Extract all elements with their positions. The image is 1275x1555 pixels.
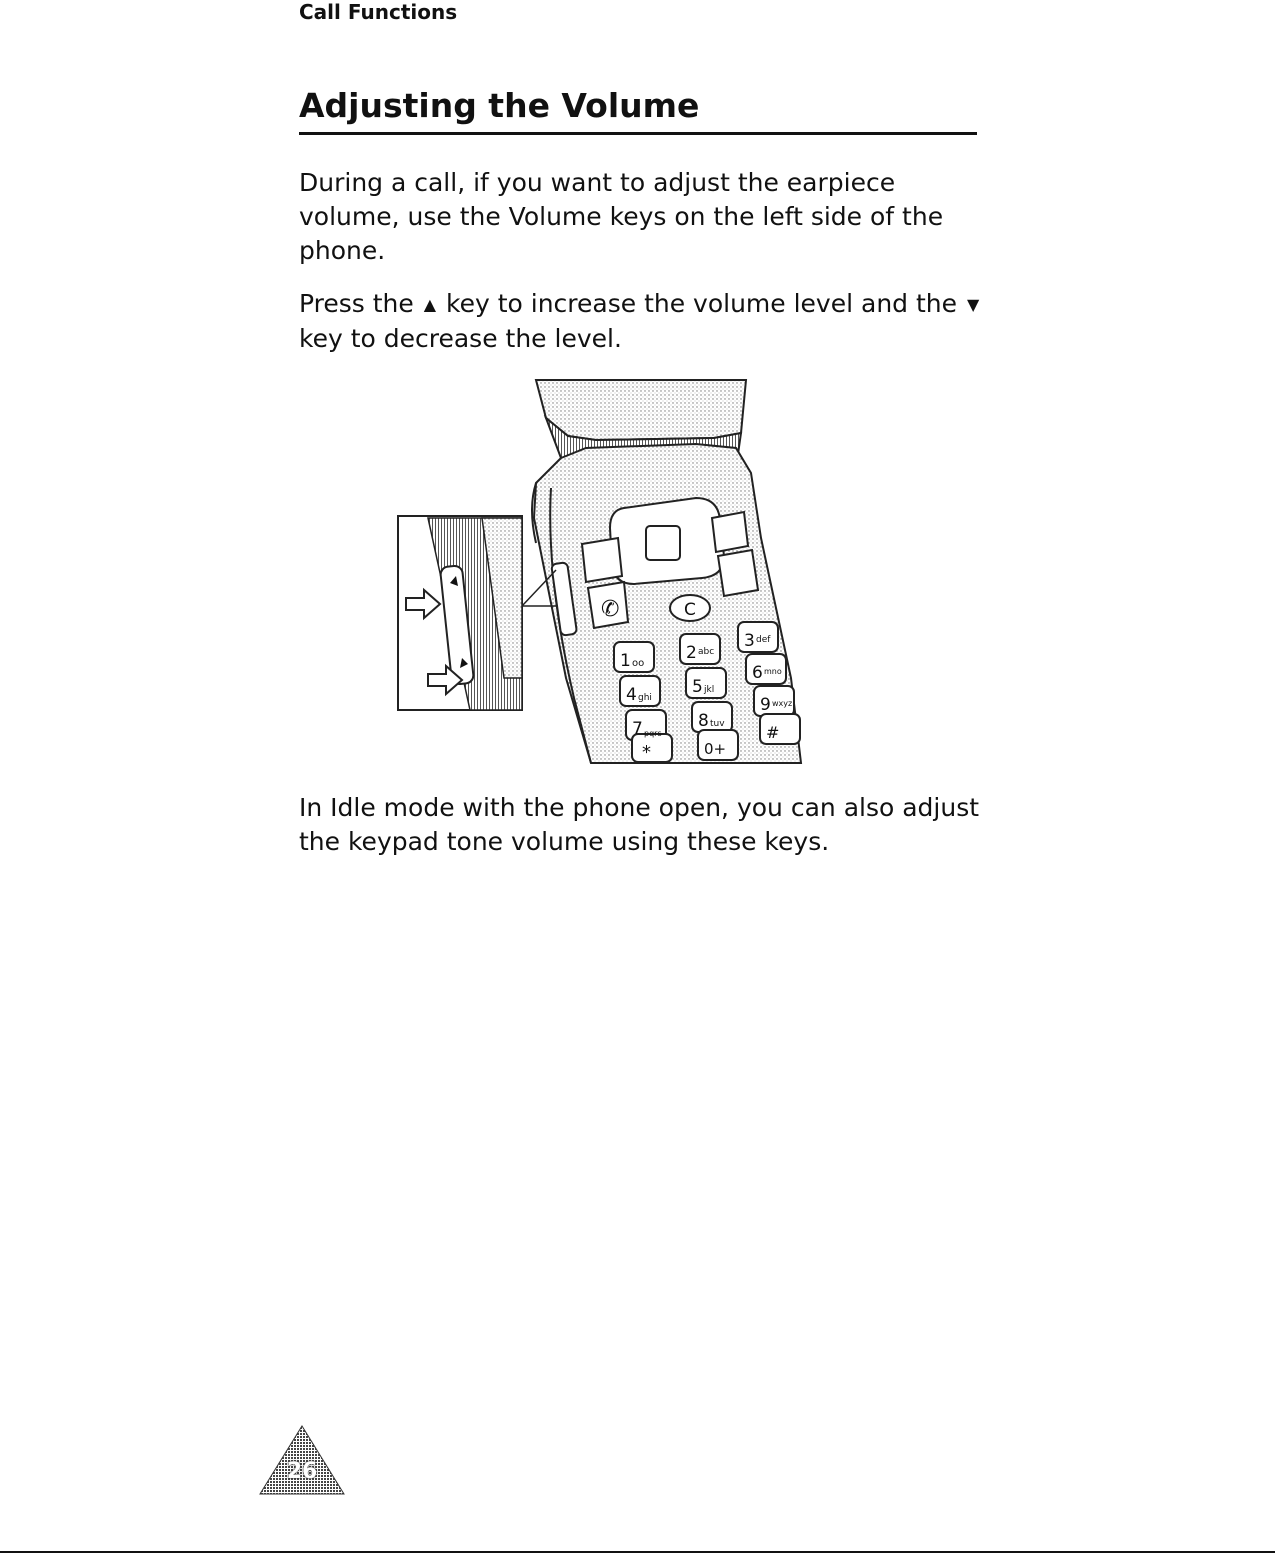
key-5-label: 5 bbox=[692, 677, 703, 697]
paragraph-intro: During a call, if you want to adjust the earpiece volume, use the Volume keys on the left side of the phone. bbox=[299, 168, 944, 265]
key-3-sub: def bbox=[756, 635, 771, 645]
key-3-label: 3 bbox=[744, 631, 755, 651]
paragraph-idle-mode: In Idle mode with the phone open, you can also adjust the keypad tone volume using these keys. bbox=[299, 793, 980, 856]
key-8-label: 8 bbox=[698, 711, 709, 731]
key-2-sub: abc bbox=[698, 647, 715, 657]
section-header: Call Functions bbox=[299, 0, 458, 24]
key-2-label: 2 bbox=[686, 643, 697, 663]
key-9-sub: wxyz bbox=[772, 699, 793, 708]
key-0-label: 0+ bbox=[704, 740, 727, 758]
page-bottom-rule bbox=[0, 1551, 1275, 1553]
key-8-sub: tuv bbox=[710, 719, 725, 729]
key-6-sub: mno bbox=[764, 667, 782, 676]
svg-text:✆: ✆ bbox=[601, 597, 620, 622]
key-hash-label: # bbox=[766, 723, 780, 742]
key-5-sub: jkl bbox=[704, 685, 715, 695]
key-star-label: * bbox=[642, 742, 651, 763]
key-1-label: 1 bbox=[620, 651, 631, 671]
key-7-sub: pqrs bbox=[644, 729, 662, 738]
page-number: 26 bbox=[286, 1459, 318, 1484]
key-7-label: 7 bbox=[632, 719, 643, 739]
key-4-sub: ghi bbox=[638, 693, 652, 703]
phone-illustration bbox=[396, 378, 808, 766]
volume-down-key-icon: ▼ bbox=[966, 295, 980, 314]
key-6-label: 6 bbox=[752, 663, 763, 683]
key-4-label: 4 bbox=[626, 685, 637, 705]
key-c-label: C bbox=[684, 600, 696, 620]
page-title: Adjusting the Volume bbox=[299, 84, 977, 135]
text-press-the: Press the bbox=[299, 289, 414, 318]
paragraph-keys bbox=[299, 287, 989, 356]
key-1-sub: oo bbox=[632, 658, 645, 669]
text-decrease: key to decrease the level. bbox=[299, 324, 622, 353]
key-9-label: 9 bbox=[760, 695, 771, 715]
volume-up-key-icon: ▲ bbox=[423, 295, 437, 314]
volume-key-inset bbox=[398, 516, 558, 710]
phone-body bbox=[532, 444, 801, 763]
text-increase: key to increase the volume level and the bbox=[446, 289, 958, 318]
